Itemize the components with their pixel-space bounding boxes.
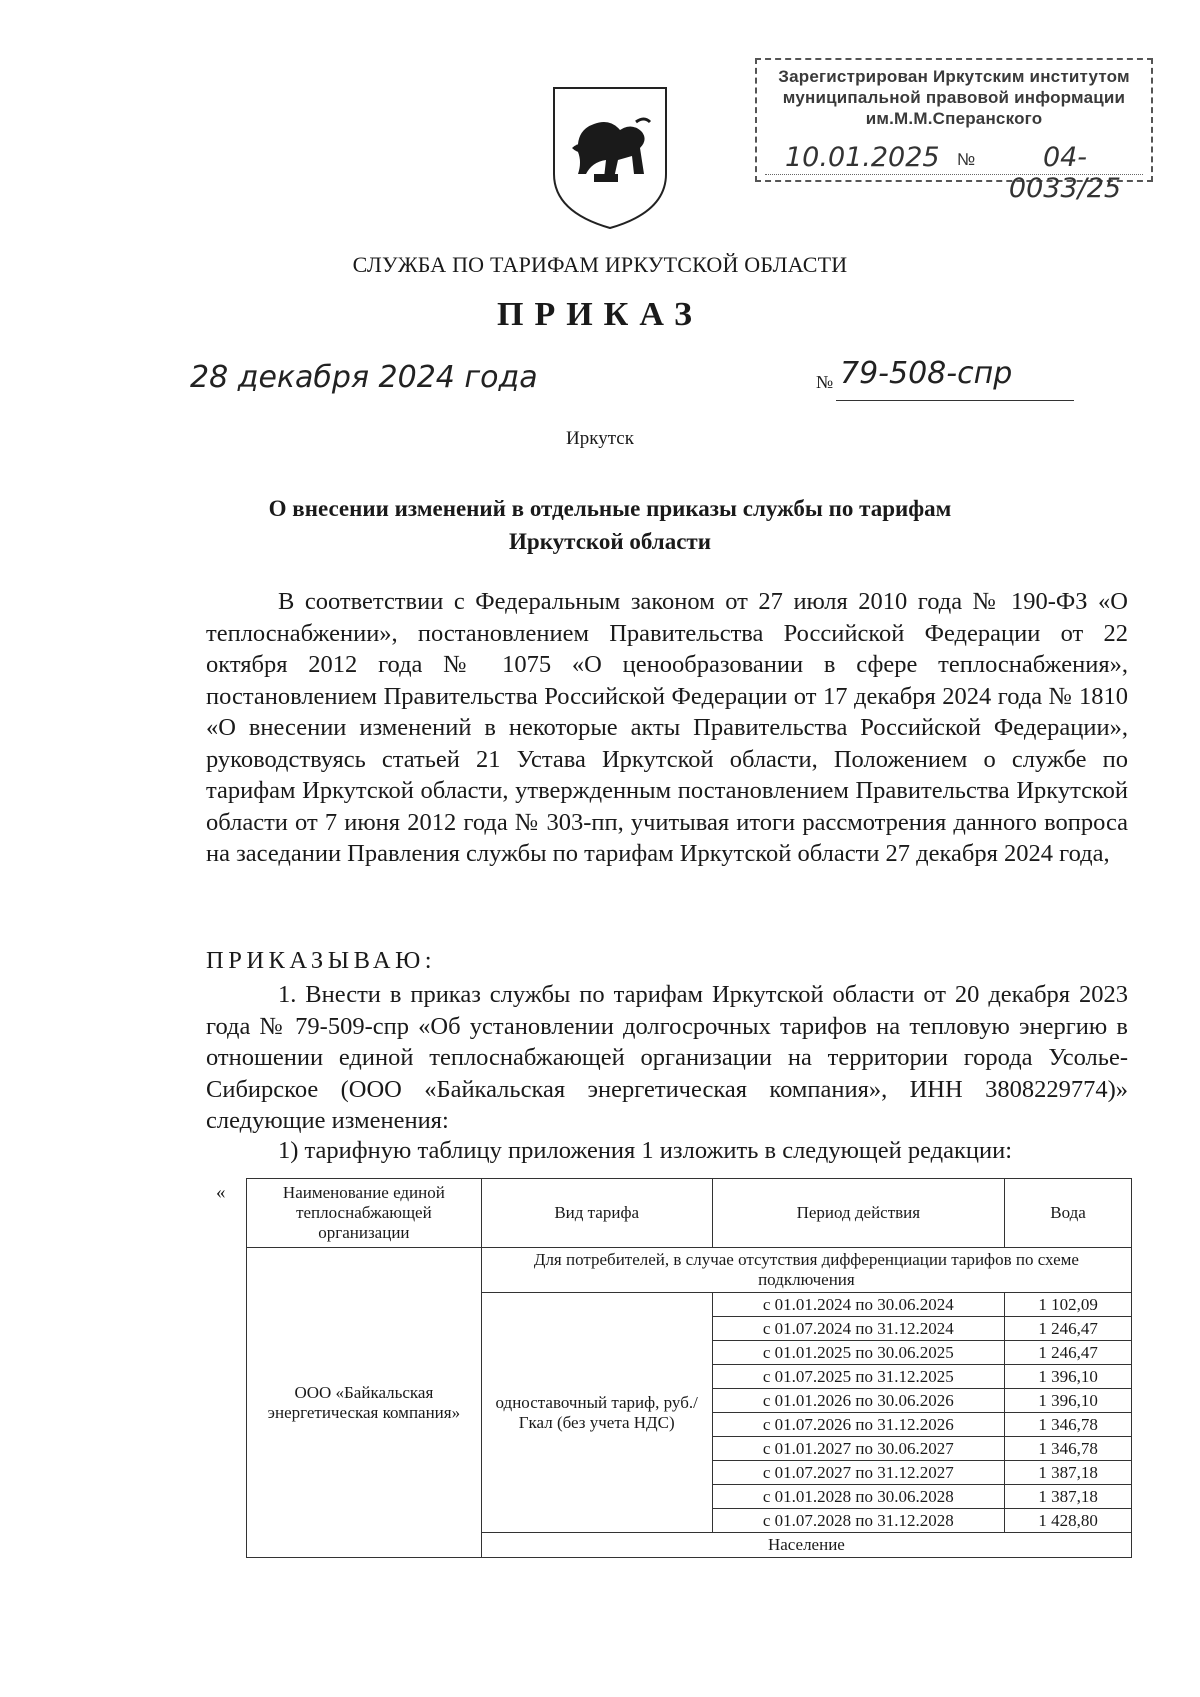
period-cell: с 01.07.2027 по 31.12.2027 [712,1461,1005,1485]
table-opening-quote: « [216,1182,226,1203]
tariff-table [246,1178,1132,1558]
value-cell: 1 346,78 [1005,1437,1132,1461]
document-type: ПРИКАЗ [497,296,703,333]
period-cell: с 01.01.2025 по 30.06.2025 [712,1341,1005,1365]
stamp-registration-number: 04-0033/25 [1008,142,1122,204]
consumers-group-cell: Для потребителей, в случае отсутствия дифференциации тарифов по схеме подключения [481,1248,1131,1293]
table-header-row [247,1179,1132,1248]
table-row [247,1248,1132,1293]
period-cell: с 01.01.2027 по 30.06.2027 [712,1437,1005,1461]
order-number-underline [836,400,1074,401]
order-date-handwritten: 28 декабря 2024 года [190,360,538,395]
value-cell: 1 387,18 [1005,1461,1132,1485]
stamp-registration-date: 10.01.2025 [785,142,940,173]
value-cell: 1 246,47 [1005,1341,1132,1365]
period-cell: с 01.01.2024 по 30.06.2024 [712,1293,1005,1317]
value-cell: 1 387,18 [1005,1485,1132,1509]
header-water: Вода [1005,1179,1132,1248]
organization-cell: ООО «Байкальская энергетическая компания» [247,1248,482,1558]
city: Иркутск [566,428,634,449]
coat-of-arms-icon [548,82,672,232]
order-directive: ПРИКАЗЫВАЮ: [206,947,437,974]
period-cell: с 01.07.2025 по 31.12.2025 [712,1365,1005,1389]
value-cell: 1 396,10 [1005,1365,1132,1389]
period-cell: с 01.07.2026 по 31.12.2026 [712,1413,1005,1437]
period-cell: с 01.01.2028 по 30.06.2028 [712,1485,1005,1509]
document-title: О внесении изменений в отдельные приказы службы по тарифам Иркутской области [268,496,952,554]
header-organization: Наименование единой теплоснабжающей организации [247,1179,482,1248]
value-cell: 1 102,09 [1005,1293,1132,1317]
agency-name: СЛУЖБА ПО ТАРИФАМ ИРКУТСКОЙ ОБЛАСТИ [352,252,848,277]
value-cell: 1 346,78 [1005,1413,1132,1437]
order-number-label: № [816,372,834,392]
clause-1-paragraph: 1. Внести в приказ службы по тарифам Иркутской области от 20 декабря 2023 года № 79-509-спр «Об установлении долгосрочных тарифов на тепловую энергию в отношении единой теплоснабжающей организации на территории города Усолье-Сибирское (ООО «Байкальская энергетическая компания», ИНН 3808229774)» следующие изменения: [206,981,1128,1134]
period-cell: с 01.01.2026 по 30.06.2026 [712,1389,1005,1413]
stamp-registration-row [767,142,1141,204]
stamp-line-2: муниципальной правовой информации [782,88,1126,107]
value-cell: 1 428,80 [1005,1509,1132,1533]
clause-1-subitem-1: 1) тарифную таблицу приложения 1 изложить в следующей редакции: [278,1137,1013,1164]
header-period: Период действия [712,1179,1005,1248]
order-number-handwritten: 79-508-спр [840,356,1013,391]
stamp-number-label: № [957,150,976,169]
stamp-line-3: им.М.М.Сперанского [865,109,1043,128]
header-tariff-type: Вид тарифа [481,1179,712,1248]
population-group-cell: Население [481,1533,1131,1558]
stamp-line-1: Зарегистрирован Иркутским институтом [778,67,1130,86]
stamp-underline [765,174,1143,175]
period-cell: с 01.07.2028 по 31.12.2028 [712,1509,1005,1533]
registration-stamp [755,58,1153,204]
tariff-type-cell: одноставочный тариф, руб./Гкал (без учета НДС) [481,1293,712,1533]
preamble-paragraph: В соответствии с Федеральным законом от 27 июля 2010 года № 190-ФЗ «О теплоснабжении», постановлением Правительства Российской Федерации от 22 октября 2012 года № 1075 «О ценообразовании в сфере теплоснабжения», постановлением Правительства Российской Федерации от 17 декабря 2024 года № 1810 «О внесении изменений в некоторые акты Правительства Российской Федерации», руководствуясь статьей 21 Устава Иркутской области, Положением о службе по тарифам Иркутской области, утвержденным постановлением Правительства Иркутской области от 7 июня 2012 года № 303-пп, учитывая итоги рассмотрения данного вопроса на заседании Правления службы по тарифам Иркутской области 27 декабря 2024 года, [206,588,1128,867]
value-cell: 1 396,10 [1005,1389,1132,1413]
period-cell: с 01.07.2024 по 31.12.2024 [712,1317,1005,1341]
value-cell: 1 246,47 [1005,1317,1132,1341]
